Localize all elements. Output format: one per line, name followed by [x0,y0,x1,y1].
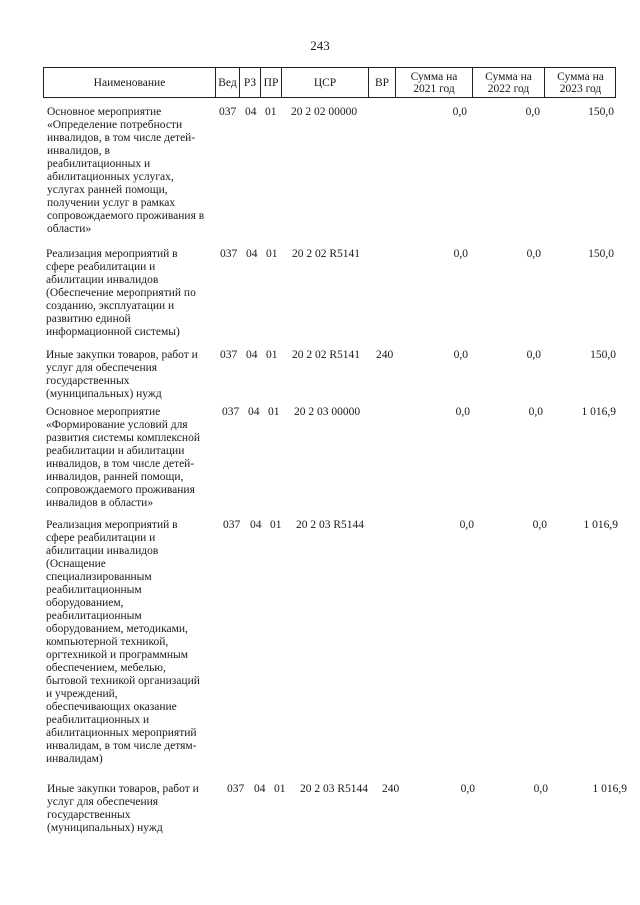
row-sum-2023: 150,0 [588,248,614,260]
page-number: 243 [310,38,330,53]
row-ved: 037 [227,783,245,795]
row-rz: 04 [250,519,262,531]
row-pr: 01 [270,519,282,531]
row-sum-2021: 0,0 [452,106,467,118]
row-name: Основное мероприятие «Определение потребности инвалидов, в том числе детей- инвалидов, в реабилитационных и абилитационных услугах, услугах ранней помощи, получении услуг в рамках сопровождаемого проживания в области» [47,106,205,235]
row-name: Реализация мероприятий в сфере реабилитации и абилитации инвалидов (Обеспечение мероприятий по созданию, эксплуатации и развитию единой информационной системы) [46,248,196,338]
row-csr: 20 2 02 R5141 [292,248,361,260]
row-rz: 04 [246,248,258,260]
row-vr: 240 [376,349,394,361]
row-ved: 037 [219,106,237,118]
row-pr: 01 [266,349,278,361]
row-csr: 20 2 03 R5144 [300,783,369,795]
row-name: Основное мероприятие «Формирование условий для развития системы комплексной реабилитации и абилитации инвалидов, в том числе детей- инвалидов, ранней помощи, сопровождаемого проживания инвалидов в области» [46,406,200,509]
row-sum-2021: 0,0 [459,519,474,531]
row-sum-2022: 0,0 [532,519,547,531]
header-pr: ПР [260,68,281,97]
row-sum-2021: 0,0 [453,248,468,260]
row-csr: 20 2 02 R5141 [292,349,361,361]
row-pr: 01 [265,106,277,118]
row-csr: 20 2 03 00000 [294,406,361,418]
row-sum-2023: 1 016,9 [583,519,618,531]
row-sum-2022: 0,0 [525,106,540,118]
header-ved: Вед [215,68,239,97]
header-vr: ВР [368,68,395,97]
row-pr: 01 [268,406,280,418]
row-ved: 037 [220,349,238,361]
row-sum-2022: 0,0 [528,406,543,418]
row-rz: 04 [246,349,258,361]
row-name: Иные закупки товаров, работ и услуг для обеспечения государственных (муниципальных) нужд [46,349,198,400]
header-sum-2021: Сумма на 2021 год [395,68,472,97]
header-sum-2023: Сумма на 2023 год [544,68,616,97]
row-pr: 01 [274,783,286,795]
row-name: Иные закупки товаров, работ и услуг для обеспечения государственных (муниципальных) нужд [47,783,199,834]
row-rz: 04 [248,406,260,418]
header-csr: ЦСР [281,68,368,97]
row-rz: 04 [254,783,266,795]
header-rz: РЗ [239,68,260,97]
row-sum-2022: 0,0 [526,248,541,260]
row-sum-2023: 1 016,9 [592,783,627,795]
header-name: Наименование [93,76,166,89]
row-ved: 037 [222,406,240,418]
row-sum-2021: 0,0 [453,349,468,361]
row-sum-2021: 0,0 [460,783,475,795]
row-sum-2022: 0,0 [526,349,541,361]
row-csr: 20 2 03 R5144 [296,519,365,531]
row-sum-2023: 1 016,9 [581,406,616,418]
row-sum-2023: 150,0 [588,106,614,118]
header-sum-2022: Сумма на 2022 год [472,68,544,97]
row-sum-2023: 150,0 [590,349,616,361]
row-sum-2021: 0,0 [455,406,470,418]
row-pr: 01 [266,248,278,260]
row-csr: 20 2 02 00000 [291,106,358,118]
row-rz: 04 [245,106,257,118]
row-ved: 037 [223,519,241,531]
row-name: Реализация мероприятий в сфере реабилитации и абилитации инвалидов (Оснащение специализированным реабилитационным оборудованием, реабилитационным оборудованием, методиками, компьютерной техникой, оргтехникой и программным обеспечением, мебелью, бытовой техникой организаций и учреждений, обеспечивающих оказание реабилитационных и абилитационных мероприятий инвалидам, в том числе детям- инвалидам) [46,519,200,765]
table-header [43,67,616,98]
row-ved: 037 [220,248,238,260]
row-vr: 240 [382,783,400,795]
row-sum-2022: 0,0 [533,783,548,795]
